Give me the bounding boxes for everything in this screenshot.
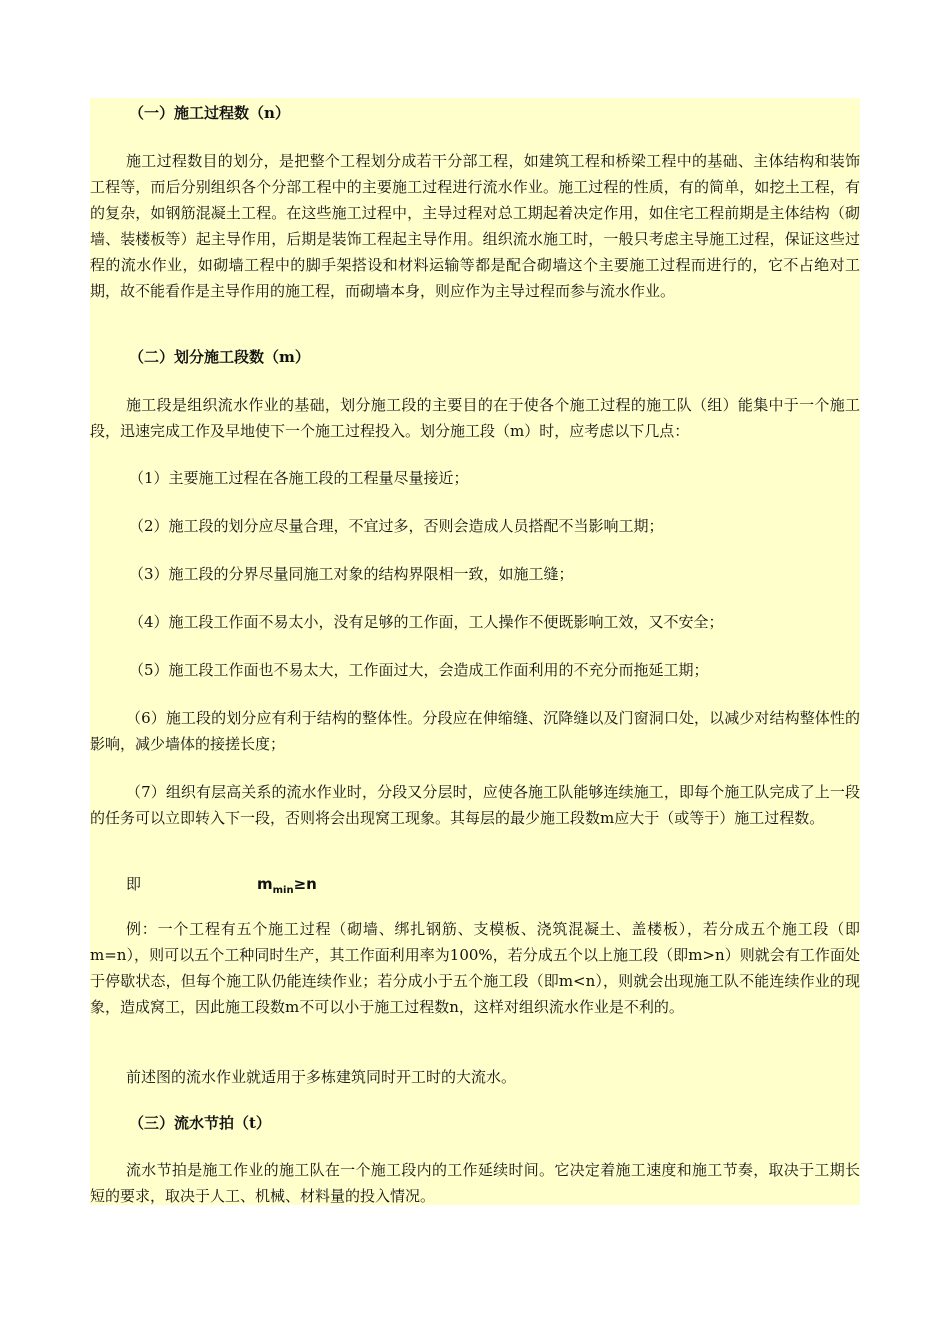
- formula-lead: 即: [126, 875, 142, 893]
- paragraph-flow-beat: 流水节拍是施工作业的施工队在一个施工段内的工作延续时间。它决定着施工速度和施工节奏，取决于工期长短的要求，取决于人工、机械、材料量的投入情况。: [90, 1161, 860, 1205]
- list-item-2: （2）施工段的划分应尽量合理，不宜过多，否则会造成人员搭配不当影响工期；: [129, 517, 664, 535]
- list-item-5: （5）施工段工作面也不易太大，工作面过大，会造成工作面利用的不充分而拖延工期；: [129, 661, 709, 679]
- document-panel: [90, 98, 860, 1205]
- list-item-3: （3）施工段的分界尽量同施工对象的结构界限相一致，如施工缝；: [129, 565, 574, 583]
- section-heading-3: （三）流水节拍（t）: [129, 1114, 271, 1132]
- list-item-7: （7）组织有层高关系的流水作业时，分段又分层时，应使各施工队能够连续施工，即每个施工队完成了上一段的任务可以立即转入下一段，否则将会出现窝工现象。其每层的最少施工段数m应大于（或等于）施工过程数。: [90, 783, 860, 827]
- list-item-4: （4）施工段工作面不易太小，没有足够的工作面，工人操作不便既影响工效，又不安全；: [129, 613, 724, 631]
- formula-line: [90, 871, 896, 897]
- section-heading-2: （二）划分施工段数（m）: [129, 348, 310, 366]
- formula-subscript: min: [272, 885, 294, 896]
- paragraph-segment-intro: 施工段是组织流水作业的基础，划分施工段的主要目的在于使各个施工过程的施工队（组）能集中于一个施工段，迅速完成工作及早地使下一个施工过程投入。划分施工段（m）时，应考虑以下几点：: [90, 396, 860, 440]
- paragraph-example: 例：一个工程有五个施工过程（砌墙、绑扎钢筋、支模板、浇筑混凝土、盖楼板），若分成五个施工段（即m=n），则可以五个工种同时生产，其工作面利用率为100%，若分成五个以上施工段（即m>n）则就会有工作面处于停歇状态，但每个施工队仍能连续作业；若分成小于五个施工段（即m<n），则就会出现施工队不能连续作业的现象，造成窝工，因此施工段数m不可以小于施工过程数n，这样对组织流水作业是不利的。: [90, 920, 860, 1016]
- paragraph-process-count: 施工过程数目的划分，是把整个工程划分成若干分部工程，如建筑工程和桥梁工程中的基础、主体结构和装饰工程等，而后分别组织各个分部工程中的主要施工过程进行流水作业。施工过程的性质，有的简单，如挖土工程，有的复杂，如钢筋混凝土工程。在这些施工过程中，主导过程对总工期起着决定作用，如住宅工程前期是主体结构（砌墙、装楼板等）起主导作用，后期是装饰工程起主导作用。组织流水施工时，一般只考虑主导施工过程，保证这些过程的流水作业，如砌墙工程中的脚手架搭设和材料运输等都是配合砌墙这个主要施工过程而进行的，它不占绝对工期，故不能看作是主导作用的施工程，而砌墙本身，则应作为主导过程而参与流水作业。: [90, 152, 860, 300]
- paragraph-large-flow: 前述图的流水作业就适用于多栋建筑同时开工时的大流水。: [126, 1068, 517, 1086]
- formula-m: m: [257, 875, 273, 893]
- section-heading-1: （一）施工过程数（n）: [129, 104, 290, 122]
- list-item-1: （1）主要施工过程在各施工段的工程量尽量接近；: [129, 469, 469, 487]
- formula-expression: [257, 871, 317, 904]
- formula-relation: ≥n: [293, 875, 317, 893]
- list-item-6: （6）施工段的划分应有利于结构的整体性。分段应在伸缩缝、沉降缝以及门窗洞口处，以减少对结构整体性的影响，减少墙体的接搓长度；: [90, 709, 860, 753]
